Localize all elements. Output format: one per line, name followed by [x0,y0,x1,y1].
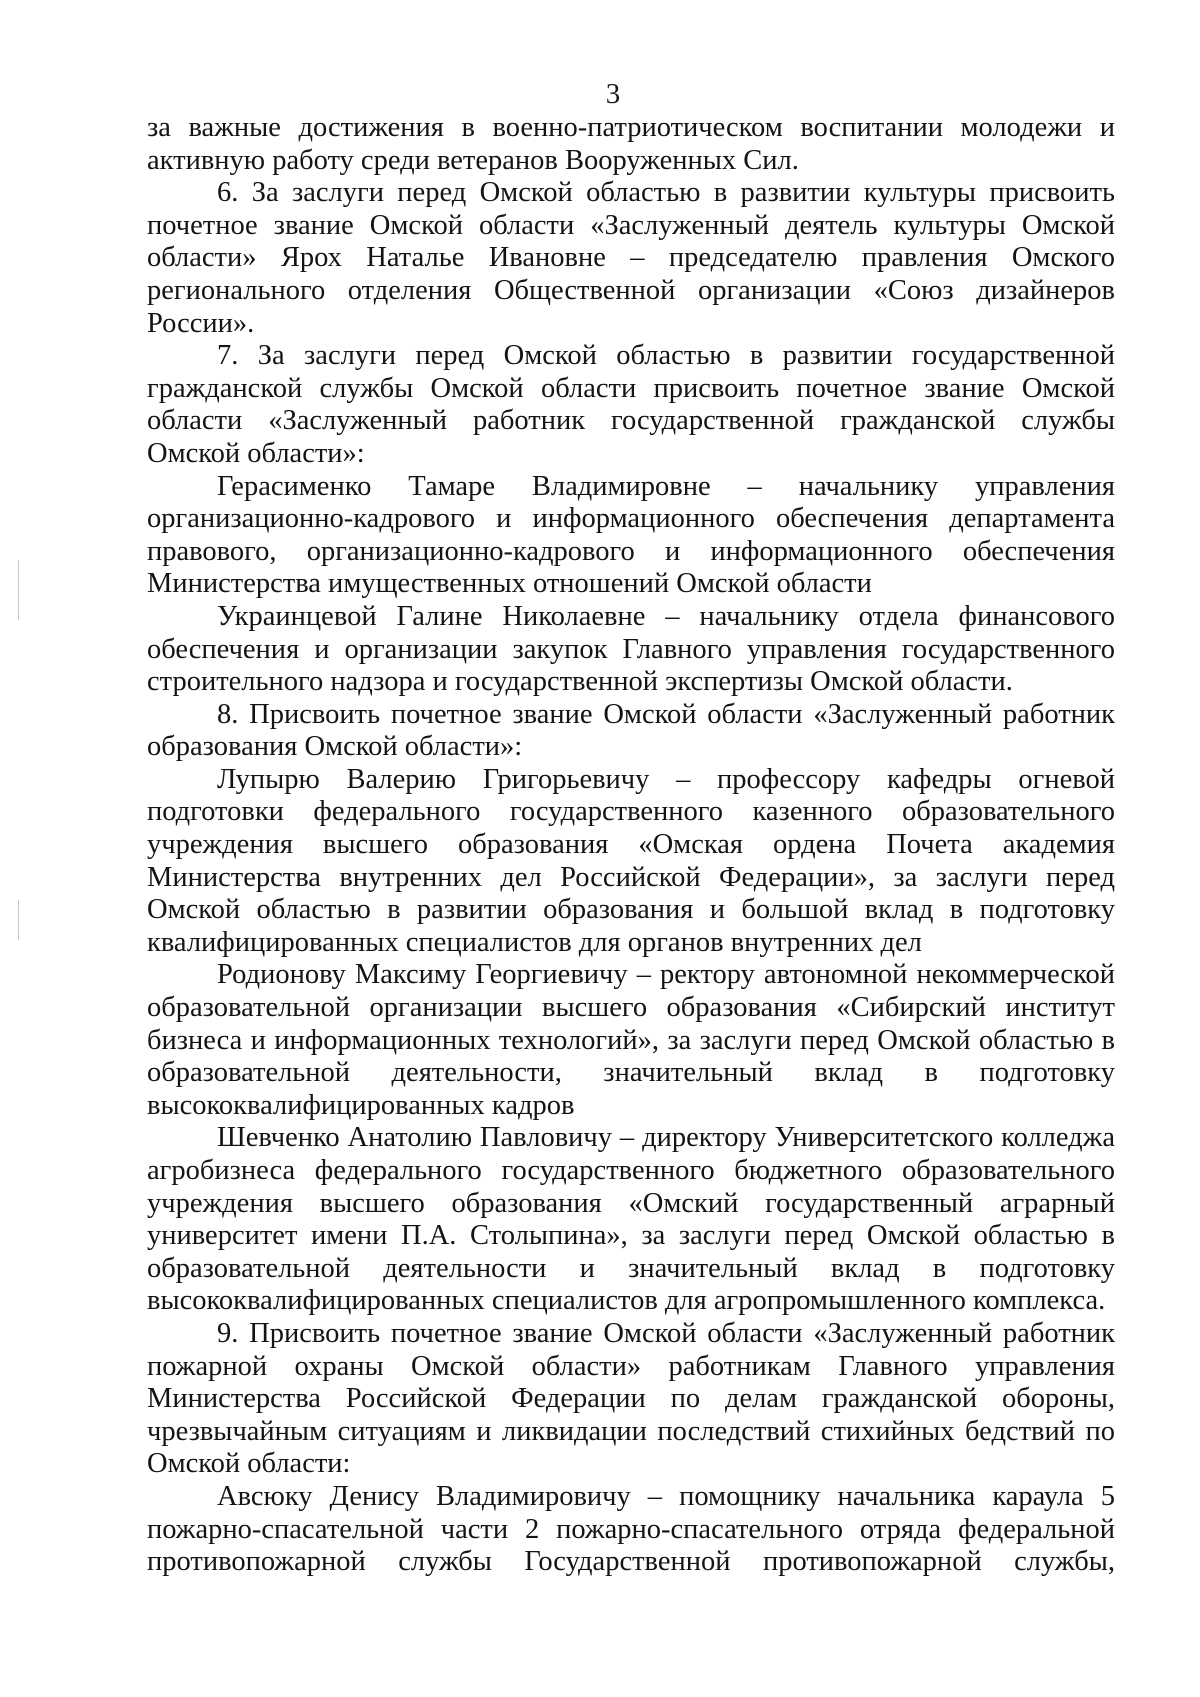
paragraph-nominee: Шевченко Анатолию Павловичу – директору Университетского колледжа агробизнеса федерального государственного бюджетного образовательного учреждения высшего образования «Омский государственный аграрный университет имени П.А. Столыпина», за заслуги перед Омской областью в образовательной деятельности и значительный вклад в подготовку высококвалифицированных специалистов для агропромышленного комплекса. [147,1122,1115,1317]
page-number: 3 [605,78,621,110]
paragraph-item-6: 6. За заслуги перед Омской областью в развитии культуры присвоить почетное звание Омской области «Заслуженный деятель культуры Омской области» Ярох Наталье Ивановне – председателю правления Омского регионального отделения Общественной организации «Союз дизайнеров России». [147,177,1115,339]
paragraph-item-7: 7. За заслуги перед Омской областью в развитии государственной гражданской службы Омской области присвоить почетное звание Омской области «Заслуженный работник государственной гражданской службы Омской области»: [147,340,1115,469]
paragraph-nominee: Авсюку Денису Владимировичу – помощнику начальника караула 5 пожарно-спасательной части 2 пожарно-спасательного отряда федеральной противопожарной службы Государственной противопожарной службы, [147,1480,1115,1578]
paragraph-nominee: Лупырю Валерию Григорьевичу – профессору кафедры огневой подготовки федерального государственного казенного образовательного учреждения высшего образования «Омская ордена Почета академия Министерства внутренних дел Российской Федерации», за заслуги перед Омской областью в развитии образования и большой вклад в подготовку квалифицированных специалистов для органов внутренних дел [147,763,1115,958]
paragraph-continuation: за важные достижения в военно-патриотическом воспитании молодежи и активную работу среди ветеранов Вооруженных Сил. [147,112,1115,176]
scan-margin-mark [18,560,19,620]
paragraph-nominee: Родионову Максиму Георгиевичу – ректору автономной некоммерческой образовательной организации высшего образования «Сибирский институт бизнеса и информационных технологий», за заслуги перед Омской областью в образовательной деятельности, значительный вклад в подготовку высококвалифицированных кадров [147,959,1115,1121]
paragraph-nominee: Украинцевой Галине Николаевне – начальнику отдела финансового обеспечения и организации закупок Главного управления государственного строительного надзора и государственной экспертизы Омской области. [147,600,1115,698]
paragraph-nominee: Герасименко Тамаре Владимировне – начальнику управления организационно-кадрового и информационного обеспечения департамента правового, организационно-кадрового и информационного обеспечения Министерства имущественных отношений Омской области [147,470,1115,600]
scan-margin-mark [18,900,19,940]
paragraph-item-9: 9. Присвоить почетное звание Омской области «Заслуженный работник пожарной охраны Омской области» работникам Главного управления Министерства Российской Федерации по делам гражданской обороны, чрезвычайным ситуациям и ликвидации последствий стихийных бедствий по Омской области: [147,1317,1115,1480]
paragraph-item-8: 8. Присвоить почетное звание Омской области «Заслуженный работник образования Омской области»: [147,698,1115,763]
document-body [147,112,1115,1579]
